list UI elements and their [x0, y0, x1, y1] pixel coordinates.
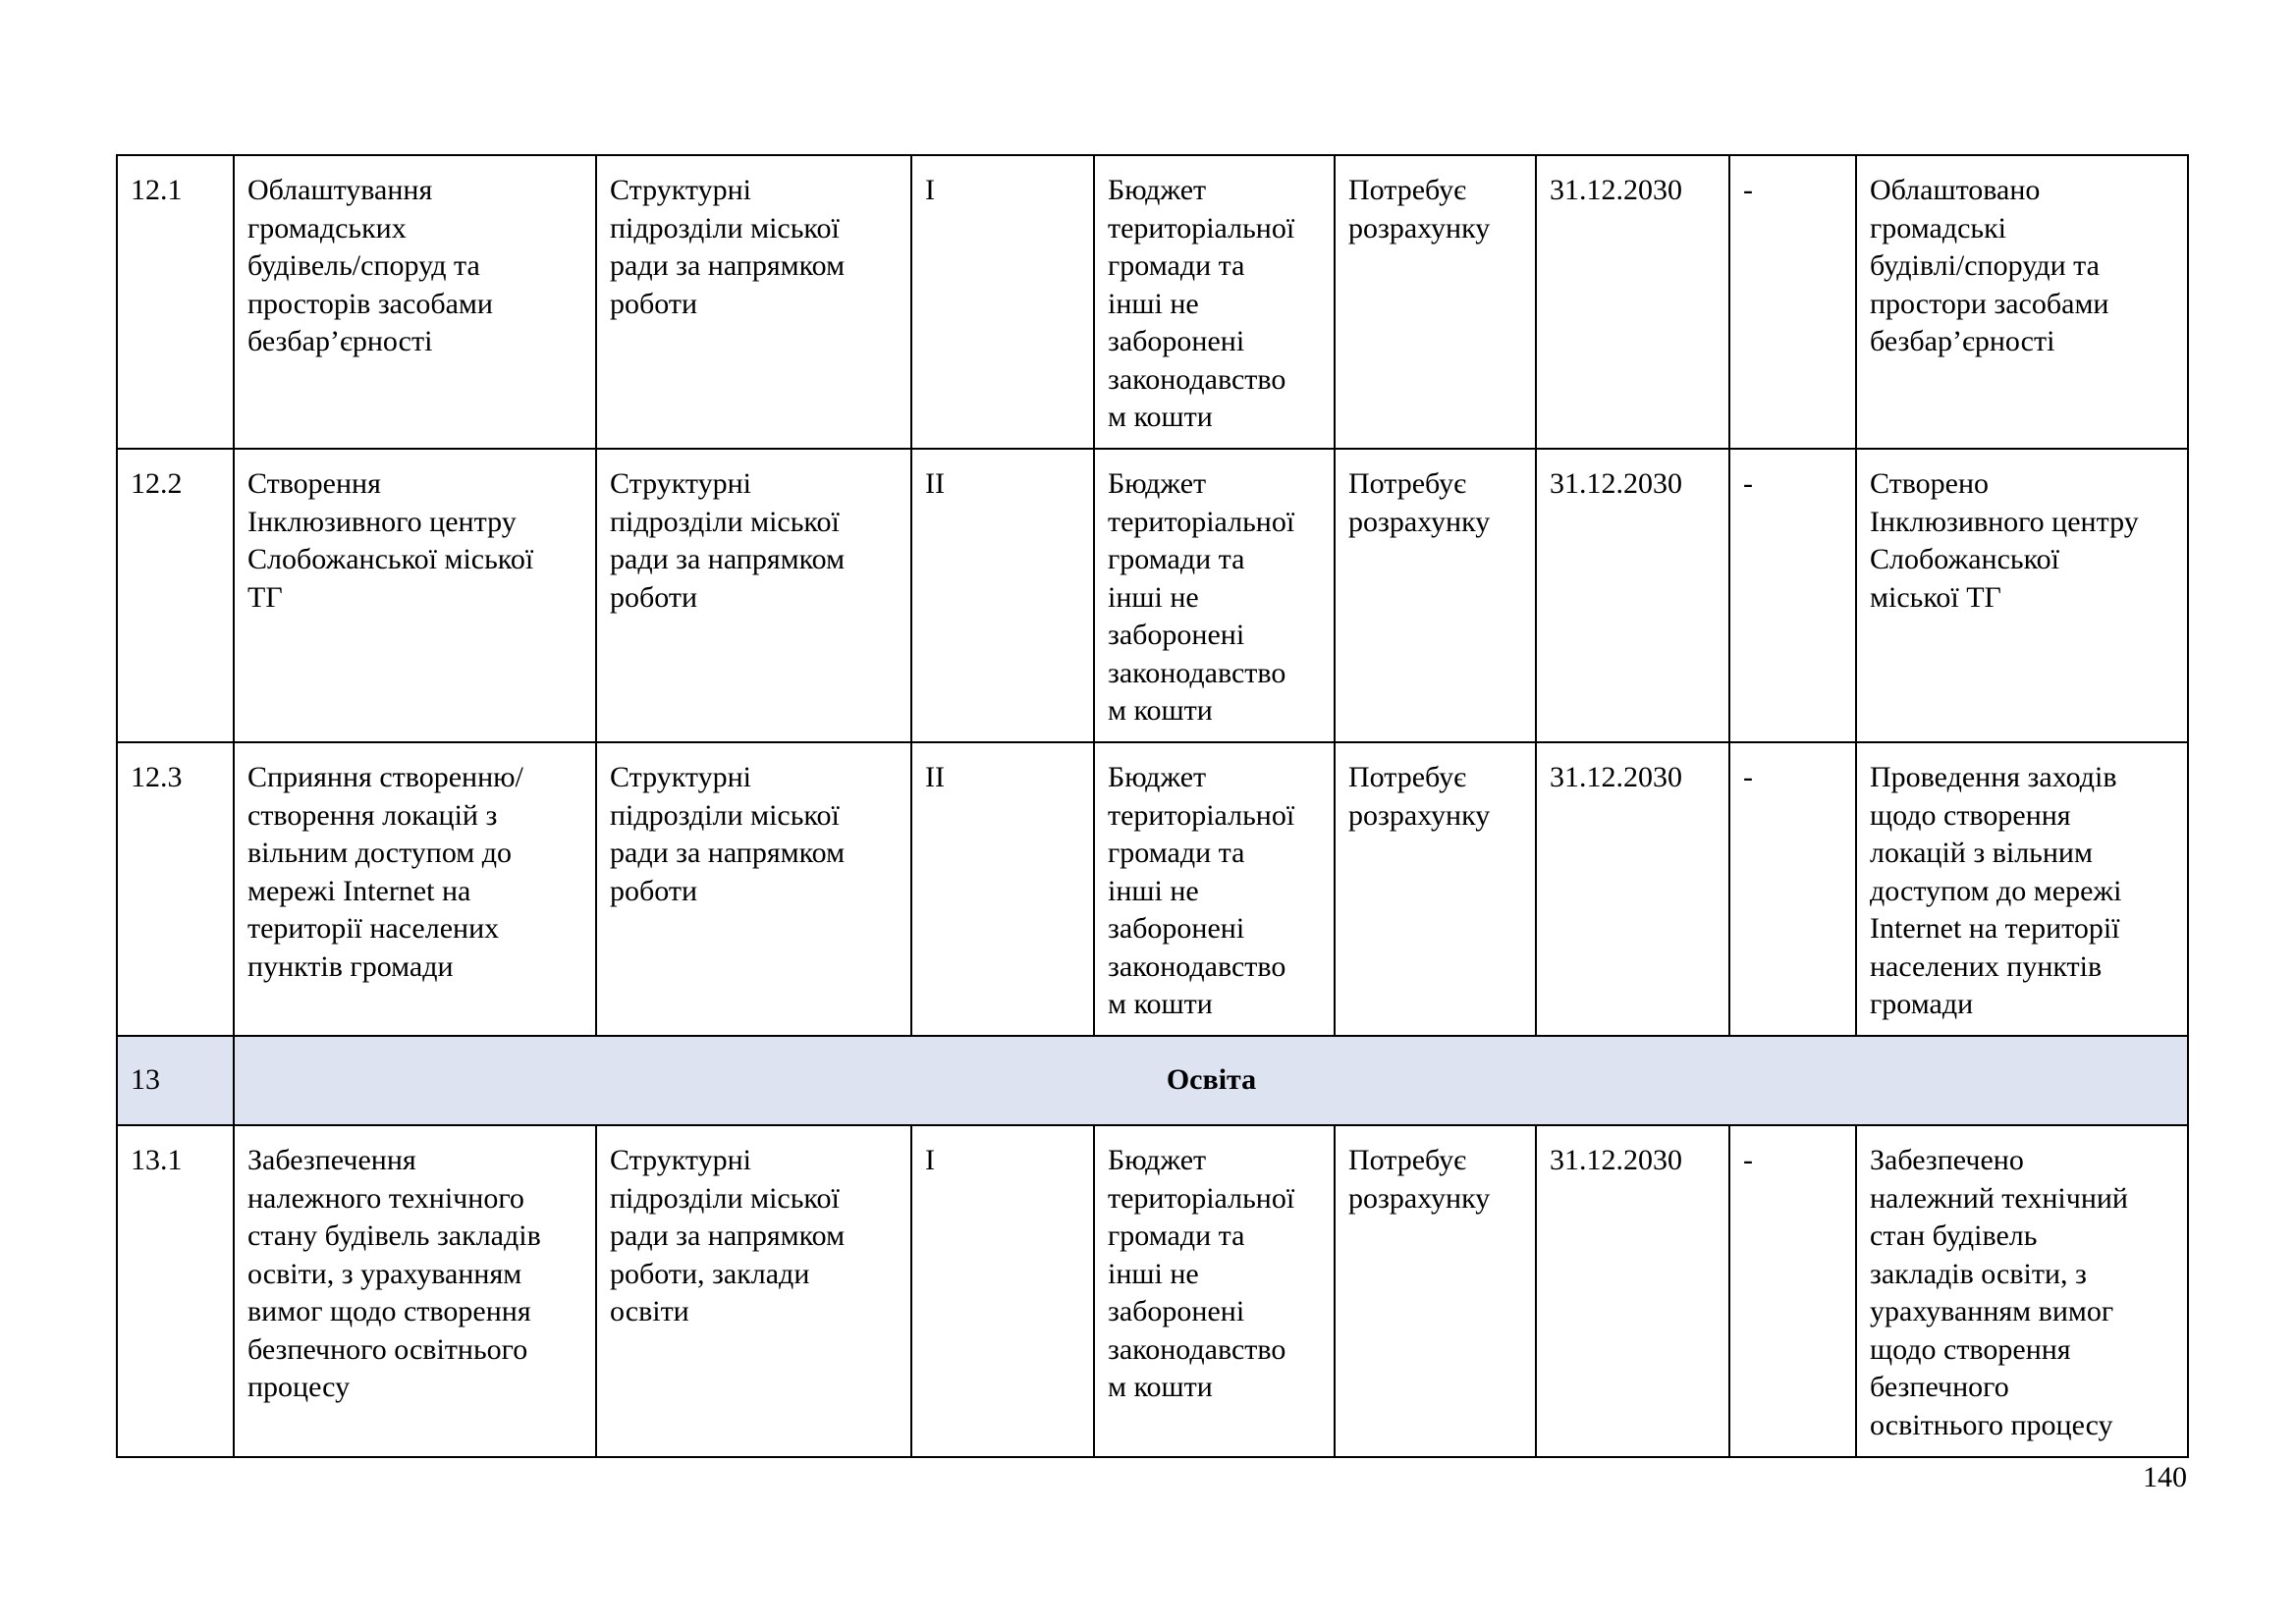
- funding-cell: Бюджет територіальної громади та інші не заборонені законодавство м кошти: [1094, 449, 1335, 742]
- priority-cell: I: [911, 155, 1094, 449]
- row-number: 12.3: [117, 742, 234, 1036]
- table-row: [117, 449, 2188, 742]
- executor-cell: Структурні підрозділи міської ради за напрямком роботи: [596, 449, 911, 742]
- priority-cell: I: [911, 1125, 1094, 1457]
- cost-cell: Потребує розрахунку: [1335, 449, 1536, 742]
- result-cell: Створено Інклюзивного центру Слобожанської міської ТГ: [1856, 449, 2188, 742]
- funding-cell: Бюджет територіальної громади та інші не заборонені законодавство м кошти: [1094, 1125, 1335, 1457]
- action-plan-table: [116, 154, 2189, 1458]
- priority-cell: II: [911, 742, 1094, 1036]
- section-row: [117, 1036, 2188, 1125]
- section-number: 13: [117, 1036, 234, 1125]
- result-cell: Забезпечено належний технічний стан будівель закладів освіти, з урахуванням вимог щодо створення безпечного освітнього процесу: [1856, 1125, 2188, 1457]
- executor-cell: Структурні підрозділи міської ради за напрямком роботи, заклади освіти: [596, 1125, 911, 1457]
- funding-cell: Бюджет територіальної громади та інші не заборонені законодавство м кошти: [1094, 742, 1335, 1036]
- cost-cell: Потребує розрахунку: [1335, 155, 1536, 449]
- measure-cell: Сприяння створенню/ створення локацій з вільним доступом до мережі Internet на території населених пунктів громади: [234, 742, 596, 1036]
- dash-cell: -: [1729, 155, 1856, 449]
- funding-cell: Бюджет територіальної громади та інші не заборонені законодавство м кошти: [1094, 155, 1335, 449]
- result-cell: Проведення заходів щодо створення локацій з вільним доступом до мережі Internet на території населених пунктів громади: [1856, 742, 2188, 1036]
- row-number: 13.1: [117, 1125, 234, 1457]
- row-number: 12.2: [117, 449, 234, 742]
- cost-cell: Потребує розрахунку: [1335, 1125, 1536, 1457]
- deadline-cell: 31.12.2030: [1536, 449, 1729, 742]
- dash-cell: -: [1729, 1125, 1856, 1457]
- deadline-cell: 31.12.2030: [1536, 742, 1729, 1036]
- dash-cell: -: [1729, 449, 1856, 742]
- cost-cell: Потребує розрахунку: [1335, 742, 1536, 1036]
- result-cell: Облаштовано громадські будівлі/споруди та простори засобами безбар’єрності: [1856, 155, 2188, 449]
- executor-cell: Структурні підрозділи міської ради за напрямком роботи: [596, 742, 911, 1036]
- priority-cell: II: [911, 449, 1094, 742]
- table-row: [117, 1125, 2188, 1457]
- section-title: Освіта: [234, 1036, 2188, 1125]
- deadline-cell: 31.12.2030: [1536, 1125, 1729, 1457]
- deadline-cell: 31.12.2030: [1536, 155, 1729, 449]
- table-row: [117, 742, 2188, 1036]
- table-row: [117, 155, 2188, 449]
- measure-cell: Забезпечення належного технічного стану будівель закладів освіти, з урахуванням вимог щодо створення безпечного освітнього процесу: [234, 1125, 596, 1457]
- page-number: 140: [2143, 1461, 2187, 1493]
- executor-cell: Структурні підрозділи міської ради за напрямком роботи: [596, 155, 911, 449]
- dash-cell: -: [1729, 742, 1856, 1036]
- row-number: 12.1: [117, 155, 234, 449]
- measure-cell: Створення Інклюзивного центру Слобожанської міської ТГ: [234, 449, 596, 742]
- measure-cell: Облаштування громадських будівель/споруд та просторів засобами безбар’єрності: [234, 155, 596, 449]
